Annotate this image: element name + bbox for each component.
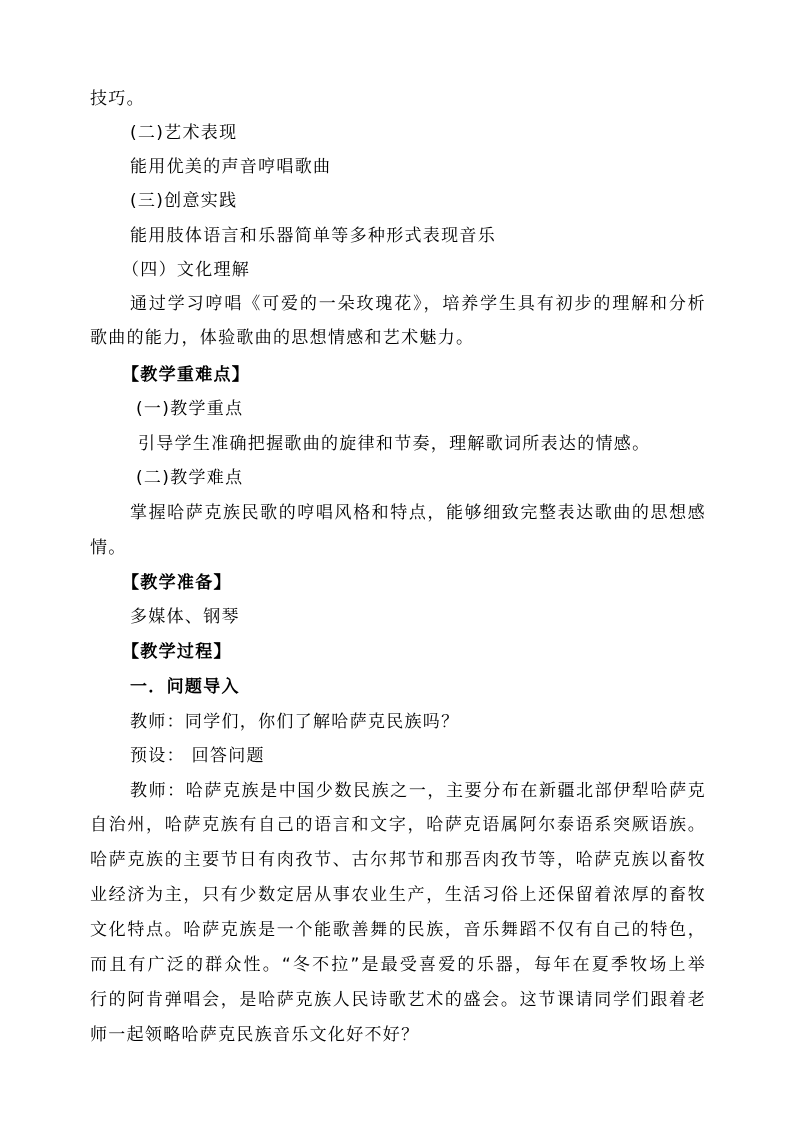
- paragraph-line: 自治州，哈萨克族有自己的语言和文字，哈萨克语属阿尔泰语系突厥语族。: [90, 815, 706, 835]
- paragraph-line: 通过学习哼唱《可爱的一朵玫瑰花》，培养学生具有初步的理解和分析: [130, 294, 706, 314]
- paragraph-line: 引导学生准确把握歌曲的旋律和节奏，理解歌词所表达的情感。: [138, 434, 651, 454]
- paragraph-line: 师一起领略哈萨克民族音乐文化好不好？: [90, 1025, 420, 1045]
- heading-teaching-process: 【教学过程】: [122, 642, 232, 662]
- paragraph-line: 掌握哈萨克族民歌的哼唱风格和特点，能够细致完整表达歌曲的思想感: [130, 503, 706, 523]
- section-heading-creative-practice: (三)创意实践: [130, 191, 238, 211]
- section-heading-artistic-expression: (二)艺术表现: [130, 123, 238, 143]
- paragraph-line: 多媒体、钢琴: [130, 607, 240, 627]
- section-heading-difficulties: (二)教学难点: [136, 468, 244, 488]
- paragraph-line: 文化特点。哈萨克族是一个能歌善舞的民族，音乐舞蹈不仅有自己的特色，: [90, 920, 706, 940]
- paragraph-line: 技巧。: [90, 89, 145, 109]
- paragraph-line: 教师：哈萨克族是中国少数民族之一，主要分布在新疆北部伊犁哈萨克: [130, 781, 706, 801]
- section-heading-key-points: (一)教学重点: [136, 399, 244, 419]
- paragraph-line: 能用肢体语言和乐器简单等多种形式表现音乐: [130, 226, 496, 246]
- paragraph-line: 教师：同学们，你们了解哈萨克民族吗？: [130, 712, 460, 732]
- paragraph-line: 而且有广泛的群众性。“冬不拉”是最受喜爱的乐器，每年在夏季牧场上举: [90, 955, 706, 975]
- paragraph-line: 行的阿肯弹唱会，是哈萨克族人民诗歌艺术的盛会。这节课请同学们跟着老: [90, 990, 706, 1010]
- paragraph-line: 情。: [90, 538, 127, 558]
- paragraph-line: 能用优美的声音哼唱歌曲: [130, 157, 332, 177]
- paragraph-line: 哈萨克族的主要节日有肉孜节、古尔邦节和那吾肉孜节等，哈萨克族以畜牧: [90, 850, 706, 870]
- section-heading-cultural-understanding: （四）文化理解: [122, 260, 251, 280]
- paragraph-line: 歌曲的能力，体验歌曲的思想情感和艺术魅力。: [90, 328, 475, 348]
- heading-teaching-focus: 【教学重难点】: [122, 365, 251, 385]
- paragraph-line: 预设： 回答问题: [130, 746, 265, 766]
- heading-teaching-preparation: 【教学准备】: [122, 573, 232, 593]
- section-heading-question-intro: 一．问题导入: [130, 677, 240, 697]
- paragraph-line: 业经济为主，只有少数定居从事农业生产，生活习俗上还保留着浓厚的畜牧: [90, 885, 706, 905]
